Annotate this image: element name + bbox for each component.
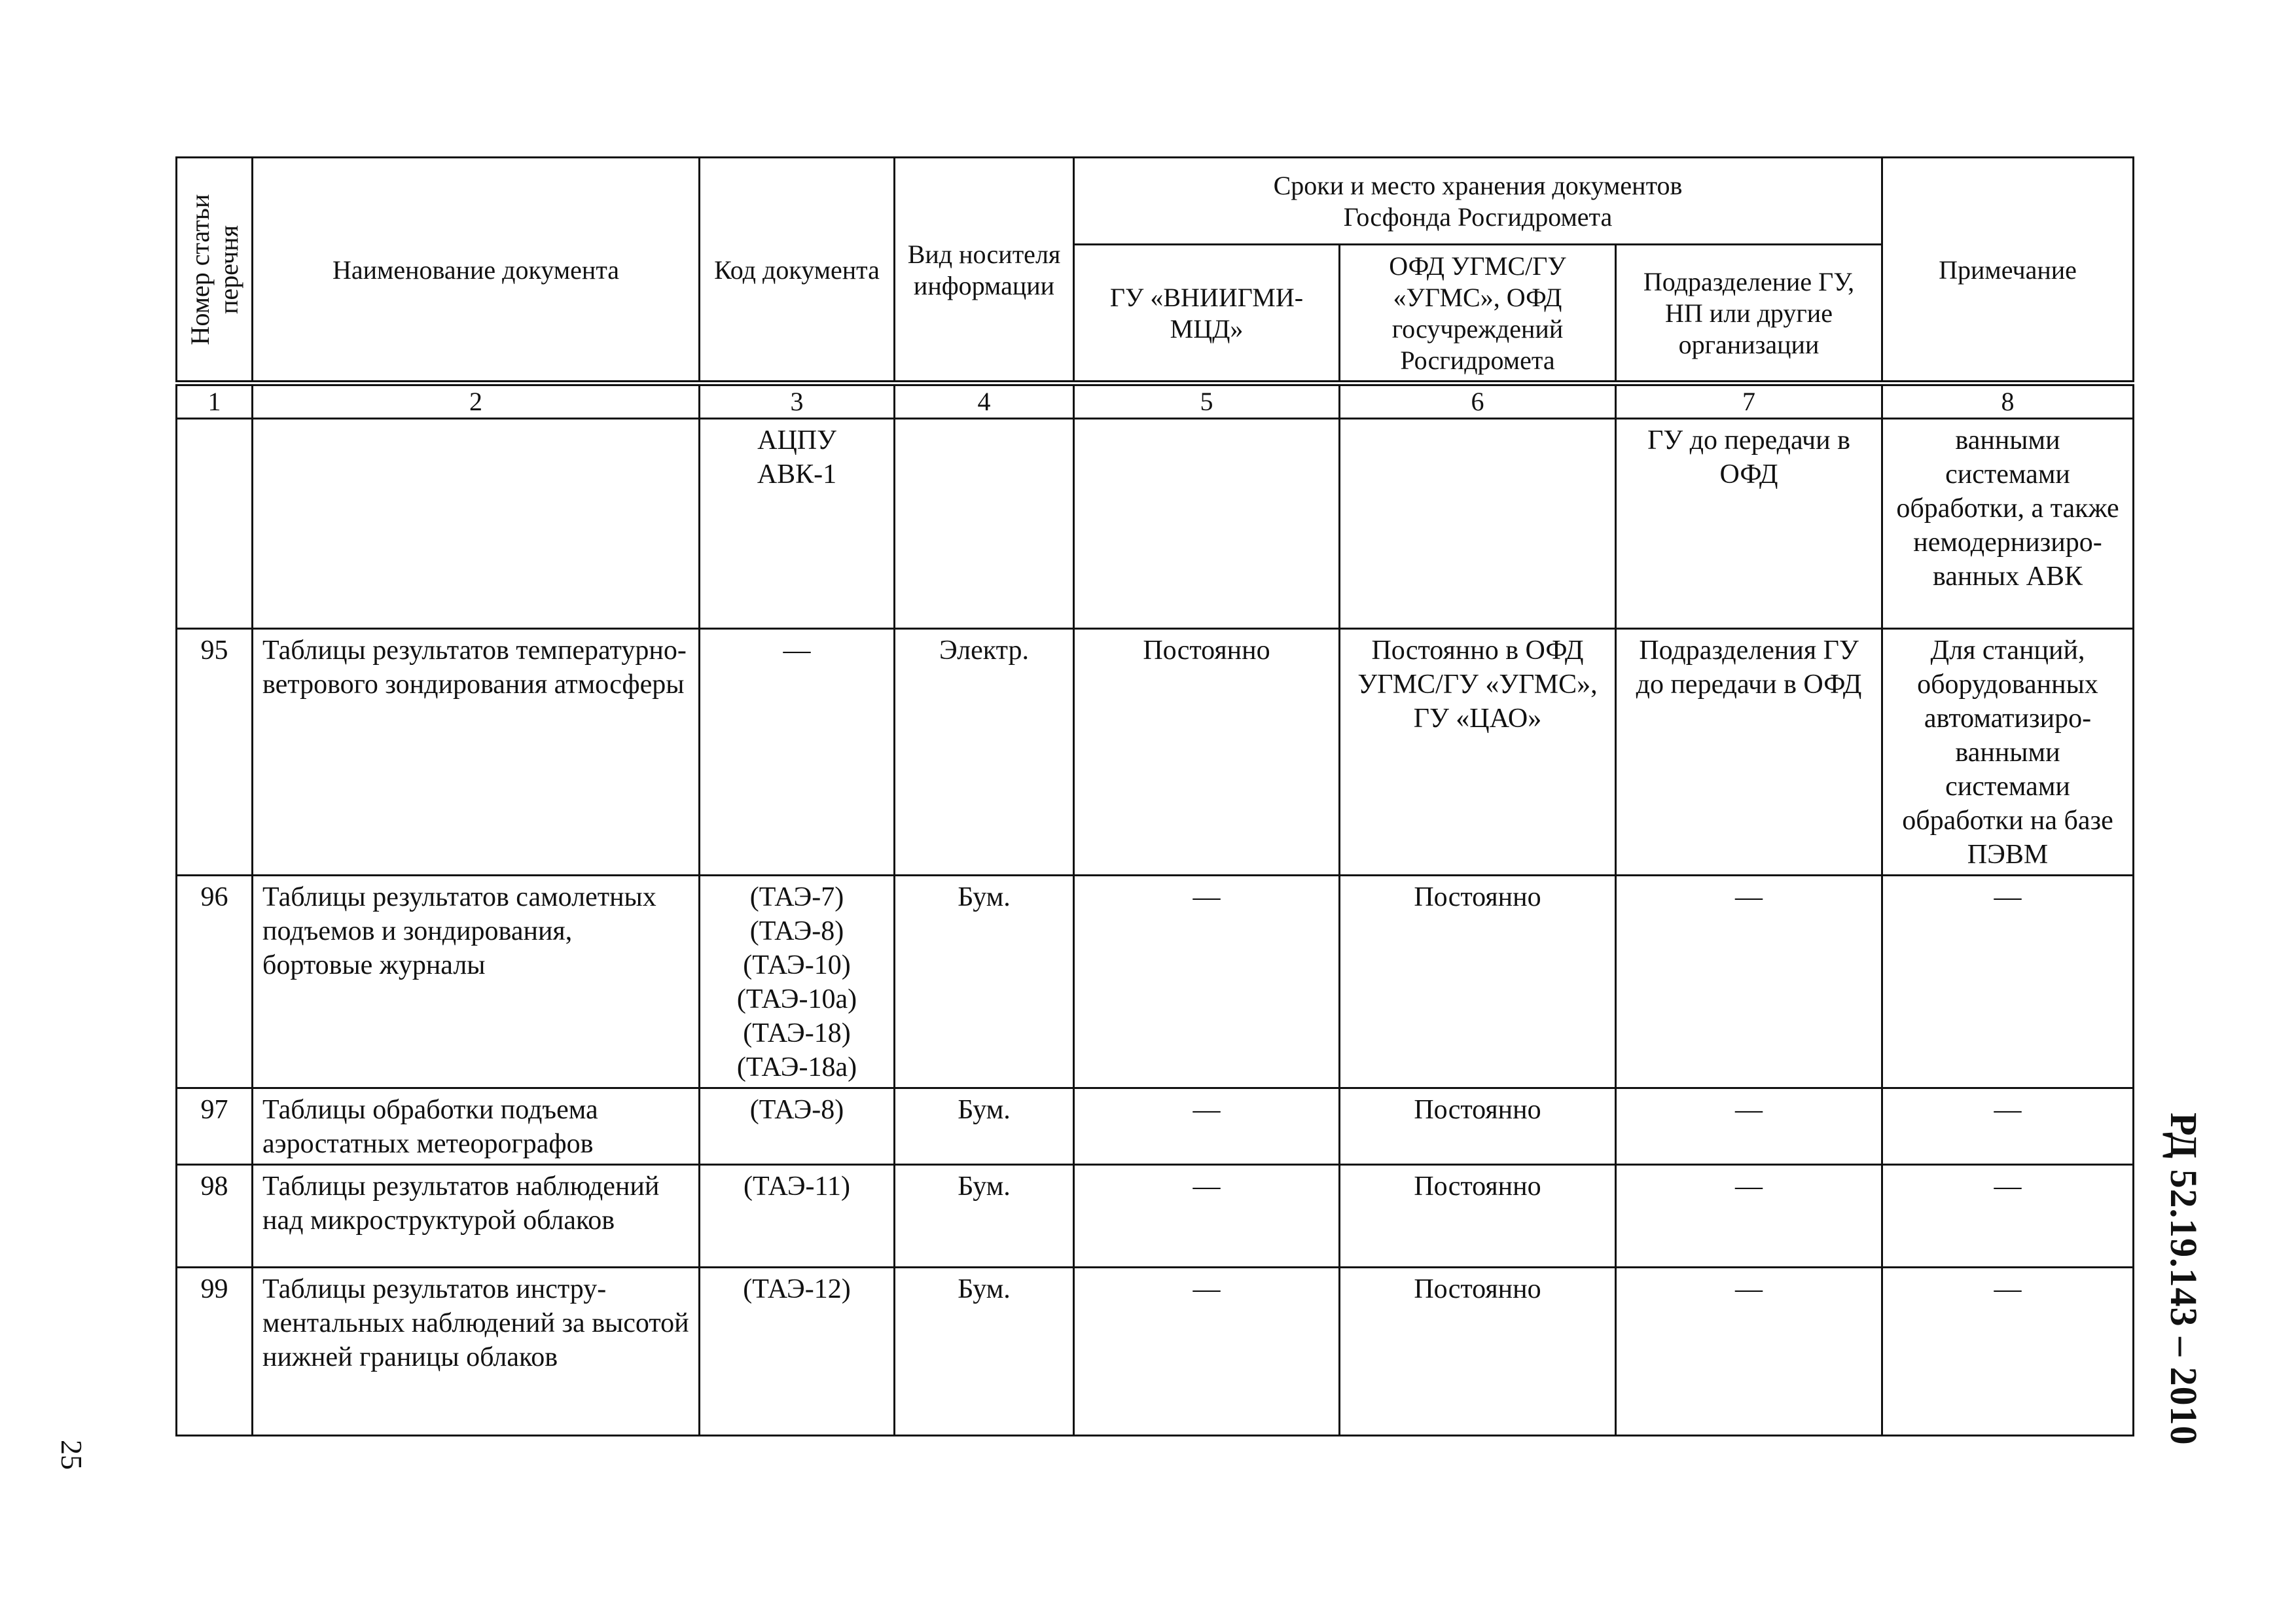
table-row [177,1088,2134,1165]
table-row [177,1165,2134,1268]
cell-name: Таблицы результатов наблюдений над микроструктурой облаков [253,1165,700,1268]
cell-media [895,419,1074,629]
cell-name: Таблицы результатов температурно-ветрового зондирования атмосферы [253,629,700,876]
cell-media: Бум. [895,1165,1074,1268]
cell-media: Электр. [895,629,1074,876]
cell-number: 98 [177,1165,253,1268]
column-number: 4 [895,383,1074,419]
cell-subdivision: — [1616,1165,1882,1268]
cell-ofd: Постоянно [1340,1165,1616,1268]
cell-note: — [1882,1088,2134,1165]
header-storage-group: Сроки и место хранения документов Госфонда Росгидромета [1074,158,1882,245]
cell-code: — [700,629,895,876]
cell-ofd: Постоянно в ОФД УГМС/ГУ «УГМС», ГУ «ЦАО» [1340,629,1616,876]
cell-note: ванными системами обработки, а также немодернизиро-ванных АВК [1882,419,2134,629]
table-row [177,629,2134,876]
cell-media: Бум. [895,1268,1074,1436]
column-number-row [177,383,2134,419]
cell-code: (ТАЭ-8) [700,1088,895,1165]
column-number: 2 [253,383,700,419]
cell-subdivision: Подразделения ГУ до передачи в ОФД [1616,629,1882,876]
cell-media: Бум. [895,1088,1074,1165]
cell-code: (ТАЭ-11) [700,1165,895,1268]
table-header [177,158,2134,419]
header-ofd: ОФД УГМС/ГУ «УГМС», ОФД госучреждений Росгидромета [1340,245,1616,383]
column-number: 8 [1882,383,2134,419]
table-row [177,419,2134,629]
cell-ofd: Постоянно [1340,876,1616,1088]
header-media: Вид носителя информации [895,158,1074,383]
cell-code: (ТАЭ-7) (ТАЭ-8) (ТАЭ-10) (ТАЭ-10а) (ТАЭ-18) (ТАЭ-18а) [700,876,895,1088]
cell-code: АЦПУ АВК-1 [700,419,895,629]
header-note: Примечание [1882,158,2134,383]
cell-name: Таблицы результатов инстру-ментальных наблюдений за высотой нижней границы облаков [253,1268,700,1436]
document-code: РД 52.19.143 – 2010 [2162,1113,2205,1446]
cell-number: 95 [177,629,253,876]
header-subdivision: Подразделение ГУ, НП или другие организации [1616,245,1882,383]
cell-number [177,419,253,629]
table-row [177,876,2134,1088]
cell-code: (ТАЭ-12) [700,1268,895,1436]
header-row-top [177,158,2134,245]
table-row [177,1268,2134,1436]
header-name: Наименование документа [253,158,700,383]
cell-number: 96 [177,876,253,1088]
cell-subdivision: — [1616,876,1882,1088]
storage-table [175,156,2134,1436]
cell-gu: Постоянно [1074,629,1340,876]
cell-subdivision: — [1616,1088,1882,1165]
cell-subdivision: ГУ до передачи в ОФД [1616,419,1882,629]
cell-gu: — [1074,1165,1340,1268]
header-code: Код документа [700,158,895,383]
cell-number: 99 [177,1268,253,1436]
cell-subdivision: — [1616,1268,1882,1436]
column-number: 7 [1616,383,1882,419]
cell-gu [1074,419,1340,629]
cell-ofd [1340,419,1616,629]
column-number: 6 [1340,383,1616,419]
column-number: 3 [700,383,895,419]
cell-gu: — [1074,1268,1340,1436]
page-number: 25 [55,1440,88,1470]
cell-ofd: Постоянно [1340,1268,1616,1436]
cell-note: Для станций, оборудованных автоматизиро-ванными системами обработки на базе ПЭВМ [1882,629,2134,876]
cell-number: 97 [177,1088,253,1165]
cell-name [253,419,700,629]
cell-gu: — [1074,876,1340,1088]
column-number: 5 [1074,383,1340,419]
table-body [177,419,2134,1436]
header-number: Номер статьи перечня [185,194,243,345]
cell-ofd: Постоянно [1340,1088,1616,1165]
header-number-cell [177,158,253,383]
cell-gu: — [1074,1088,1340,1165]
cell-note: — [1882,1268,2134,1436]
cell-name: Таблицы результатов самолетных подъемов и зондирования, бортовые журналы [253,876,700,1088]
cell-name: Таблицы обработки подъема аэростатных метеорографов [253,1088,700,1165]
column-number: 1 [177,383,253,419]
cell-note: — [1882,1165,2134,1268]
header-gu: ГУ «ВНИИГМИ-МЦД» [1074,245,1340,383]
cell-note: — [1882,876,2134,1088]
cell-media: Бум. [895,876,1074,1088]
